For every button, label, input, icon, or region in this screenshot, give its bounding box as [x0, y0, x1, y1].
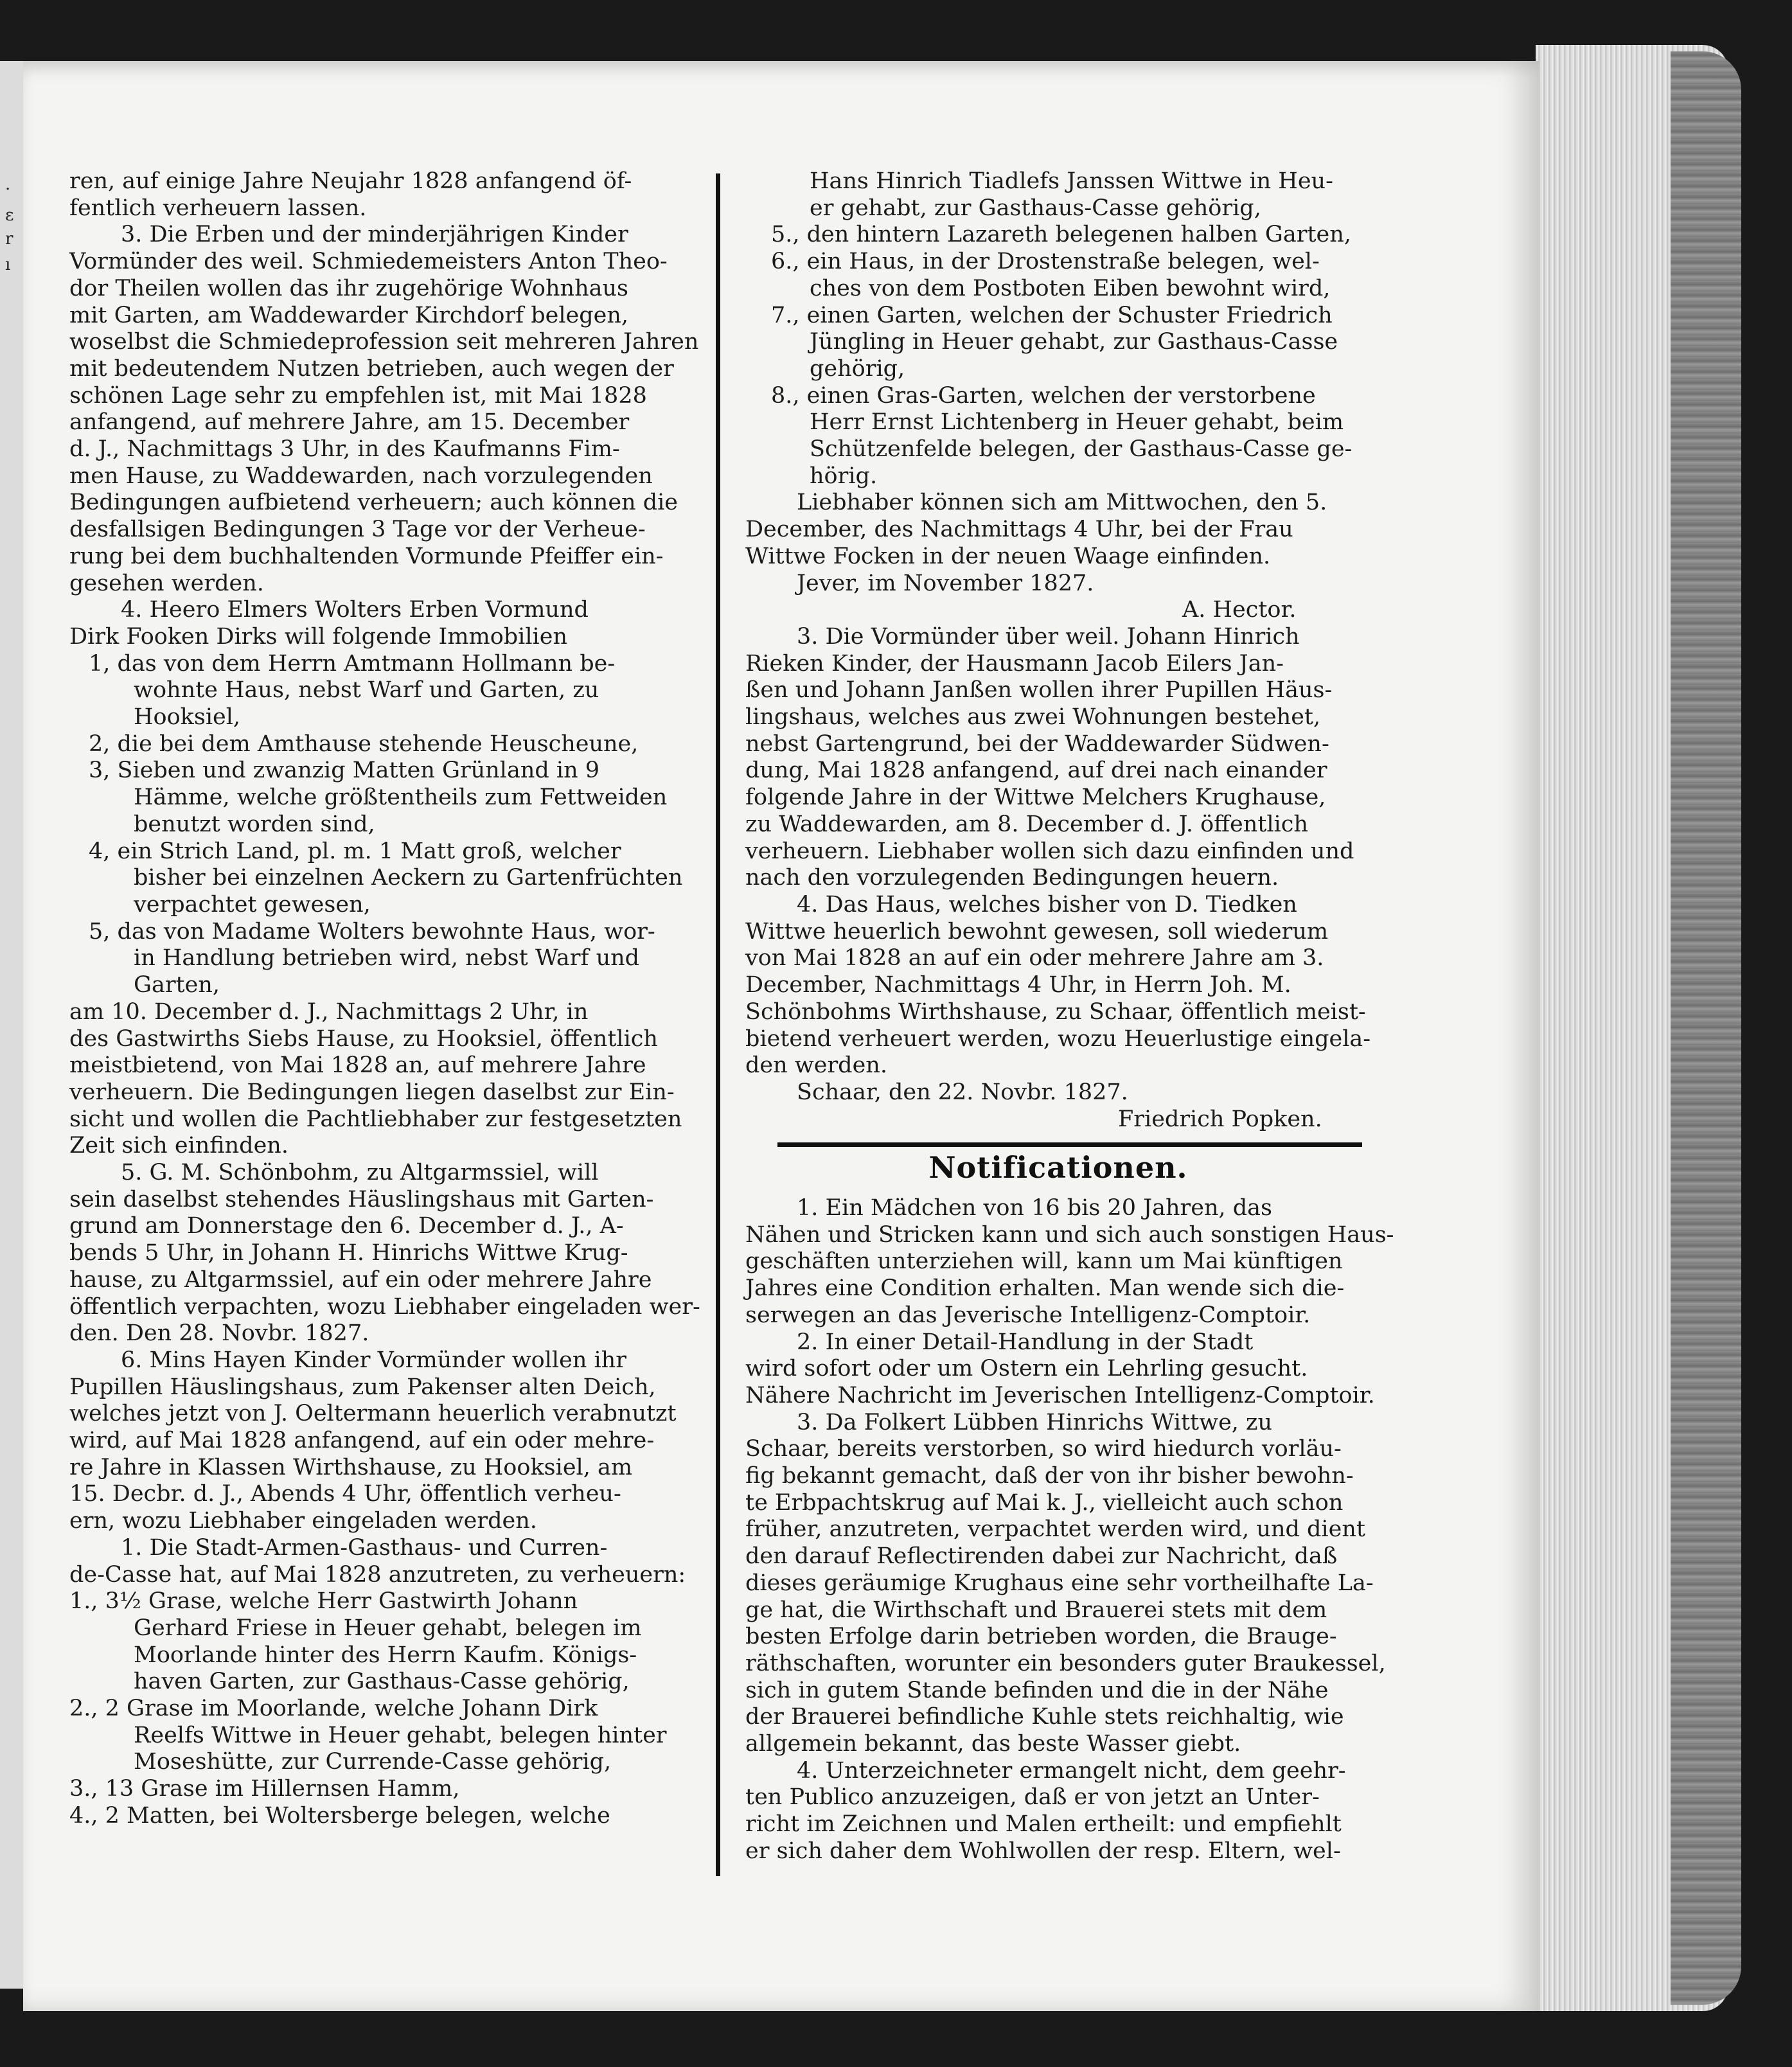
text-line: bisher bei einzelnen Aeckern zu Gartenfrüchten [134, 865, 683, 891]
text-line: Wittwe heuerlich bewohnt gewesen, soll wiederum [745, 918, 1329, 945]
text-line: sein daselbst stehendes Häuslingshaus mit Garten- [69, 1186, 654, 1212]
text-line: Jever, im November 1827. [797, 570, 1094, 596]
text-line: hörig. [810, 463, 878, 489]
text-line: de-Casse hat, auf Mai 1828 anzutreten, zu verheuern: [69, 1561, 686, 1588]
text-line: Moseshütte, zur Currende-Casse gehörig, [134, 1749, 612, 1775]
text-line: Herr Ernst Lichtenberg in Heuer gehabt, beim [810, 409, 1344, 436]
text-line: bietend verheuert werden, wozu Heuerlustige eingela- [745, 1025, 1371, 1052]
text-line: Gerhard Friese in Heuer gehabt, belegen im [134, 1615, 642, 1641]
text-line: wird sofort oder um Ostern ein Lehrling gesucht. [745, 1356, 1308, 1382]
section-rule [777, 1142, 1362, 1147]
text-line: verheuern. Liebhaber wollen sich dazu einfinden und [745, 838, 1354, 864]
margin-mark: · [5, 180, 11, 199]
text-line: früher, anzutreten, verpachtet werden wird, und dient [745, 1516, 1365, 1543]
text-line: 2., 2 Grase im Moorlande, welche Johann Dirk [69, 1696, 598, 1722]
signature-line: A. Hector. [1182, 597, 1297, 623]
text-line: der Brauerei befindliche Kuhle stets reichhaltig, wie [745, 1704, 1344, 1730]
right-column [745, 168, 1371, 1133]
text-line: zu Waddewarden, am 8. December d. J. öffentlich [745, 811, 1308, 837]
text-line: 3, Sieben und zwanzig Matten Grünland in 9 [89, 758, 600, 784]
text-line: Moorlande hinter des Herrn Kaufm. Königs- [134, 1642, 637, 1668]
notifications-heading: Notificationen. [928, 1150, 1188, 1185]
text-line: 7., einen Garten, welchen der Schuster Friedrich [771, 302, 1333, 328]
text-line: ßen und Johann Janßen wollen ihrer Pupillen Häus- [745, 677, 1333, 704]
text-line: gehörig, [810, 355, 905, 382]
text-line: 4., 2 Matten, bei Woltersberge belegen, welche [69, 1802, 610, 1829]
text-line: Jahres eine Condition erhalten. Man wende sich die- [745, 1275, 1345, 1302]
text-line: December, Nachmittags 4 Uhr, in Herrn Joh. M. [745, 972, 1291, 998]
text-line: dieses geräumige Krughaus eine sehr vortheilhafte La- [745, 1570, 1374, 1596]
text-line: fig bekannt gemacht, daß der von ihr bisher bewohn- [745, 1463, 1354, 1489]
text-line: mit bedeutendem Nutzen betrieben, auch wegen der [69, 355, 674, 382]
text-line: 8., einen Gras-Garten, welchen der verstorbene [771, 382, 1316, 409]
text-line: 6., ein Haus, in der Drostenstraße belegen, wel- [771, 249, 1320, 275]
text-line: Reelfs Wittwe in Heuer gehabt, belegen hinter [134, 1722, 667, 1748]
text-line: den. Den 28. Novbr. 1827. [69, 1320, 369, 1347]
text-line: Vormünder des weil. Schmiedemeisters Anton Theo- [69, 249, 668, 275]
text-line: öffentlich verpachten, wozu Liebhaber eingeladen wer- [69, 1293, 700, 1320]
text-line: hause, zu Altgarmssiel, auf ein oder mehrere Jahre [69, 1266, 652, 1293]
text-line: wird, auf Mai 1828 anfangend, auf ein oder mehre- [69, 1428, 655, 1454]
text-line: ge hat, die Wirthschaft und Brauerei stets mit dem [745, 1597, 1327, 1623]
book-cover-edge [1671, 51, 1741, 2005]
text-line: besten Erfolge darin betrieben worden, die Brauge- [745, 1624, 1337, 1650]
column-divider [716, 173, 720, 1876]
text-line: Schaar, bereits verstorben, so wird hiedurch vorläu- [745, 1436, 1342, 1462]
text-line: des Gastwirths Siebs Hause, zu Hooksiel, öffentlich [69, 1025, 658, 1052]
text-line: Wittwe Focken in der neuen Waage einfinden. [745, 543, 1271, 569]
text-line: Pupillen Häuslingshaus, zum Pakenser alten Deich, [69, 1374, 656, 1400]
text-line: Schönbohms Wirthshause, zu Schaar, öffentlich meist- [745, 998, 1366, 1025]
text-line: 1. Ein Mädchen von 16 bis 20 Jahren, das [797, 1195, 1272, 1221]
margin-mark: r [5, 229, 13, 249]
text-line: 4, ein Strich Land, pl. m. 1 Matt groß, welcher [89, 838, 621, 864]
text-line: Jüngling in Heuer gehabt, zur Gasthaus-Casse [810, 329, 1338, 355]
text-line: Schaar, den 22. Novbr. 1827. [797, 1079, 1128, 1105]
text-line: ches von dem Postboten Eiben bewohnt wird, [810, 275, 1331, 301]
facing-page-edge [0, 61, 25, 1989]
text-line: verpachtet gewesen, [134, 891, 371, 918]
text-line: Garten, [134, 972, 220, 998]
text-line: lingshaus, welches aus zwei Wohnungen bestehet, [745, 704, 1321, 731]
text-line: desfallsigen Bedingungen 3 Tage vor der Verheue- [69, 517, 646, 543]
text-line: 3. Die Erben und der minderjährigen Kinder [121, 222, 628, 248]
text-line: ren, auf einige Jahre Neujahr 1828 anfangend öf- [69, 168, 632, 194]
text-line: 1. Die Stadt-Armen-Gasthaus- und Curren- [121, 1534, 608, 1561]
text-line: 1, das von dem Herrn Amtmann Hollmann be- [89, 650, 616, 677]
text-line: haven Garten, zur Gasthaus-Casse gehörig, [134, 1669, 630, 1695]
text-line: Dirk Fooken Dirks will folgende Immobilien [69, 623, 568, 650]
text-line: in Handlung betrieben wird, nebst Warf und [134, 945, 640, 971]
text-line: re Jahre in Klassen Wirthshause, zu Hooksiel, am [69, 1454, 633, 1480]
text-line: sich in gutem Stande befinden und die in der Nähe [745, 1677, 1329, 1703]
text-line: nebst Gartengrund, bei der Waddewarder Südwen- [745, 731, 1329, 757]
text-line: 15. Decbr. d. J., Abends 4 Uhr, öffentlich verheu- [69, 1481, 621, 1507]
text-line: 6. Mins Hayen Kinder Vormünder wollen ihr [121, 1347, 626, 1373]
text-line: gesehen werden. [69, 570, 264, 596]
text-line: nach den vorzulegenden Bedingungen heuern. [745, 865, 1279, 891]
text-line: 2. In einer Detail-Handlung in der Stadt [797, 1329, 1254, 1355]
text-line: ern, wozu Liebhaber eingeladen werden. [69, 1508, 537, 1534]
text-line: 1., 3½ Grase, welche Herr Gastwirth Johann [69, 1588, 578, 1615]
text-line: 3. Da Folkert Lübben Hinrichs Wittwe, zu [797, 1409, 1273, 1435]
signature-line: Friedrich Popken. [1118, 1106, 1322, 1132]
text-line: benutzt worden sind, [134, 811, 375, 837]
text-line: schönen Lage sehr zu empfehlen ist, mit Mai 1828 [69, 382, 647, 409]
text-line: den werden. [745, 1052, 887, 1079]
text-line: Bedingungen aufbietend verheuern; auch können die [69, 490, 679, 516]
text-line: wohnte Haus, nebst Warf und Garten, zu [134, 677, 599, 704]
text-line: 2, die bei dem Amthause stehende Heuscheune, [89, 731, 639, 757]
text-line: 5, das von Madame Wolters bewohnte Haus, wor- [89, 918, 655, 945]
text-line: den darauf Reflectirenden dabei zur Nachricht, daß [745, 1543, 1338, 1570]
text-line: meistbietend, von Mai 1828 an, auf mehrere Jahre [69, 1052, 646, 1079]
text-line: dor Theilen wollen das ihr zugehörige Wohnhaus [69, 275, 628, 301]
text-line: Schützenfelde belegen, der Gasthaus-Casse ge- [810, 436, 1353, 463]
text-line: bends 5 Uhr, in Johann H. Hinrichs Wittwe Krug- [69, 1240, 628, 1266]
text-line: Hooksiel, [134, 704, 241, 731]
text-line: serwegen an das Jeverische Intelligenz-Comptoir. [745, 1302, 1311, 1328]
text-line: grund am Donnerstage den 6. December d. J., A- [69, 1213, 624, 1239]
text-line: allgemein bekannt, das beste Wasser giebt. [745, 1731, 1241, 1757]
text-line: mit Garten, am Waddewarder Kirchdorf belegen, [69, 302, 629, 328]
text-line: richt im Zeichnen und Malen ertheilt: und empfiehlt [745, 1811, 1342, 1838]
text-line: 4. Heero Elmers Wolters Erben Vormund [121, 597, 589, 623]
text-line: von Mai 1828 an auf ein oder mehrere Jahre am 3. [745, 945, 1324, 971]
text-line: sicht und wollen die Pachtliebhaber zur festgesetzten [69, 1106, 682, 1132]
text-line: welches jetzt von J. Oeltermann heuerlich verabnutzt [69, 1401, 677, 1427]
left-column [69, 168, 700, 1830]
text-line: 3., 13 Grase im Hillernsen Hamm, [69, 1776, 460, 1802]
text-line: woselbst die Schmiedeprofession seit mehreren Jahren [69, 329, 699, 355]
text-line: Liebhaber können sich am Mittwochen, den 5. [797, 490, 1327, 516]
text-line: er gehabt, zur Gasthaus-Casse gehörig, [810, 195, 1261, 221]
text-line: rung bei dem buchhaltenden Vormunde Pfeiffer ein- [69, 543, 664, 569]
text-line: fentlich verheuern lassen. [69, 195, 367, 221]
text-line: folgende Jahre in der Wittwe Melchers Krughause, [745, 785, 1326, 811]
text-line: d. J., Nachmittags 3 Uhr, in des Kaufmanns Fim- [69, 436, 620, 463]
text-line: te Erbpachtskrug auf Mai k. J., vielleicht auch schon [745, 1489, 1344, 1516]
text-line: Nähere Nachricht im Jeverischen Intelligenz-Comptoir. [745, 1382, 1375, 1408]
text-line: ten Publico anzuzeigen, daß er von jetzt an Unter- [745, 1784, 1320, 1811]
margin-mark: ε [5, 206, 14, 225]
text-line: Zeit sich einfinden. [69, 1133, 288, 1159]
text-line: geschäften unterziehen will, kann um Mai künftigen [745, 1248, 1343, 1275]
text-line: räthschaften, worunter ein besonders guter Braukessel, [745, 1650, 1386, 1676]
text-line: Nähen und Stricken kann und sich auch sonstigen Haus- [745, 1221, 1394, 1248]
text-line: 4. Unterzeichneter ermangelt nicht, dem geehr- [797, 1757, 1346, 1784]
text-line: Rieken Kinder, der Hausmann Jacob Eilers Jan- [745, 650, 1284, 677]
notifications-column [745, 1195, 1394, 1865]
text-line: 5., den hintern Lazareth belegenen halben Garten, [771, 222, 1351, 248]
text-line: verheuern. Die Bedingungen liegen daselbst zur Ein- [69, 1079, 675, 1105]
text-line: Hämme, welche größtentheils zum Fettweiden [134, 785, 668, 811]
text-line: 5. G. M. Schönbohm, zu Altgarmssiel, will [121, 1160, 599, 1186]
text-line: 3. Die Vormünder über weil. Johann Hinrich [797, 623, 1300, 650]
text-line: dung, Mai 1828 anfangend, auf drei nach einander [745, 758, 1327, 784]
text-line: December, des Nachmittags 4 Uhr, bei der Frau [745, 517, 1293, 543]
text-line: am 10. December d. J., Nachmittags 2 Uhr, in [69, 998, 589, 1025]
text-line: anfangend, auf mehrere Jahre, am 15. December [69, 409, 630, 436]
margin-mark: ı [5, 255, 11, 274]
text-line: Hans Hinrich Tiadlefs Janssen Wittwe in Heu- [810, 168, 1333, 194]
text-line: men Hause, zu Waddewarden, nach vorzulegenden [69, 463, 653, 489]
text-line: 4. Das Haus, welches bisher von D. Tiedken [797, 891, 1297, 918]
text-line: er sich daher dem Wohlwollen der resp. Eltern, wel- [745, 1838, 1341, 1864]
